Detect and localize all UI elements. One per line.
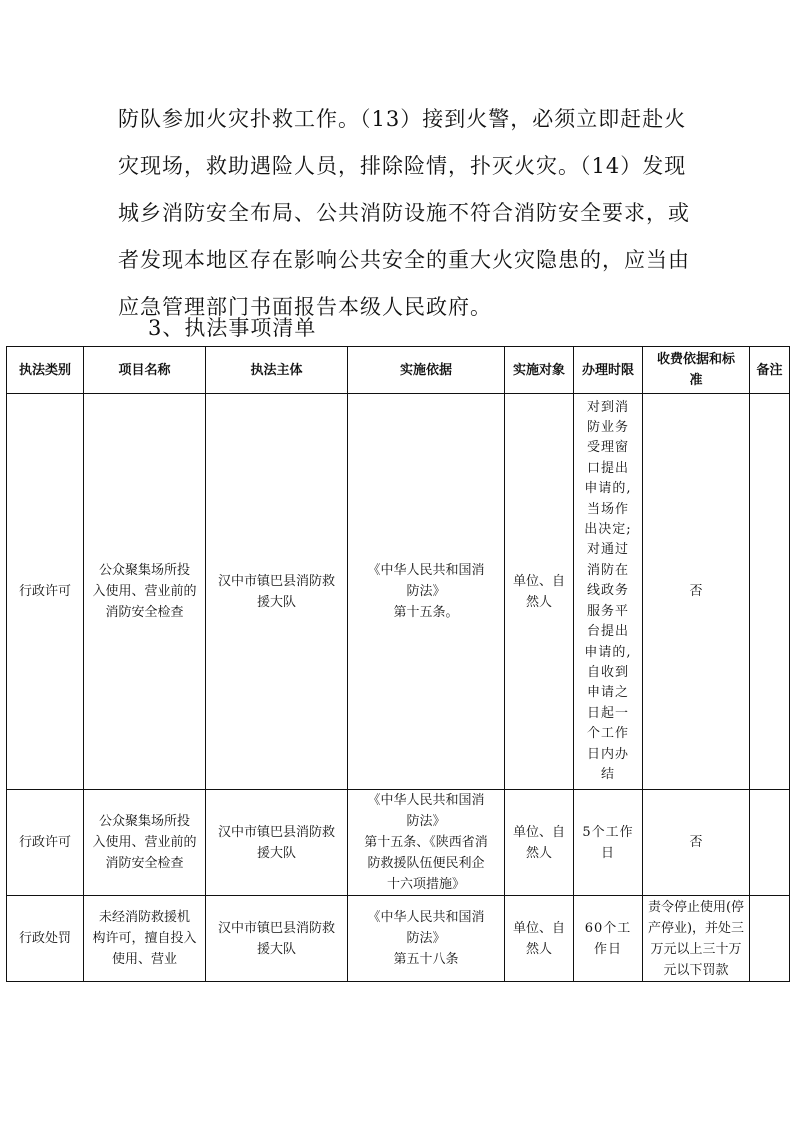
header-category: 执法类别 [7, 347, 84, 394]
cell-item: 未经消防救援机 构许可，擅自投入 使用、营业 [84, 896, 206, 982]
header-basis: 实施依据 [348, 347, 505, 394]
header-target: 实施对象 [505, 347, 574, 394]
cell-item: 公众聚集场所投 入使用、营业前的 消防安全检查 [84, 394, 206, 790]
section-heading: 3、执法事项清单 [148, 316, 317, 340]
cell-fee: 责令停止使用(停 产停业)，并处三 万元以上三十万 元以下罚款 [643, 896, 750, 982]
cell-time-limit: 5个工作 日 [574, 790, 643, 896]
enforcement-table [6, 346, 790, 982]
body-line: 城乡消防安全布局、公共消防设施不符合消防安全要求，或 [118, 201, 690, 225]
table-row [7, 394, 790, 790]
cell-subject: 汉中市镇巴县消防救 援大队 [206, 790, 348, 896]
header-subject: 执法主体 [206, 347, 348, 394]
cell-remark [750, 394, 790, 790]
body-line: 者发现本地区存在影响公共安全的重大火灾隐患的，应当由 [118, 248, 690, 272]
cell-remark [750, 896, 790, 982]
cell-time-limit: 对到消 防业务 受理窗 口提出 申请的, 当场作 出决定; 对通过 消防在 线政务 服务平 台提出 申请的, 自收到 申请之 日起一 个工作 日内办 结 [574, 394, 643, 790]
cell-target: 单位、自 然人 [505, 394, 574, 790]
table-row [7, 896, 790, 982]
cell-basis: 《中华人民共和国消 防法》 第五十八条 [348, 896, 505, 982]
cell-category: 行政许可 [7, 394, 84, 790]
cell-basis: 《中华人民共和国消 防法》 第十五条、《陕西省消 防救援队伍便民利企 十六项措施》 [348, 790, 505, 896]
body-line: 灾现场，救助遇险人员，排除险情，扑灭火灾。（14）发现 [118, 154, 687, 178]
body-line: 应急管理部门书面报告本级人民政府。 [118, 295, 492, 319]
header-item: 项目名称 [84, 347, 206, 394]
body-paragraph [118, 96, 690, 331]
header-time-limit: 办理时限 [574, 347, 643, 394]
cell-fee: 否 [643, 790, 750, 896]
header-remark: 备注 [750, 347, 790, 394]
cell-target: 单位、自 然人 [505, 790, 574, 896]
cell-target: 单位、自 然人 [505, 896, 574, 982]
table-header-row [7, 347, 790, 394]
cell-fee: 否 [643, 394, 750, 790]
cell-category: 行政许可 [7, 790, 84, 896]
body-line: 防队参加火灾扑救工作。（13）接到火警，必须立即赶赴火 [118, 107, 687, 131]
cell-item: 公众聚集场所投 入使用、营业前的 消防安全检查 [84, 790, 206, 896]
cell-subject: 汉中市镇巴县消防救 援大队 [206, 394, 348, 790]
cell-category: 行政处罚 [7, 896, 84, 982]
cell-remark [750, 790, 790, 896]
header-fee: 收费依据和标 准 [643, 347, 750, 394]
cell-basis: 《中华人民共和国消 防法》 第十五条。 [348, 394, 505, 790]
cell-subject: 汉中市镇巴县消防救 援大队 [206, 896, 348, 982]
cell-time-limit: 60个工 作日 [574, 896, 643, 982]
table-row [7, 790, 790, 896]
